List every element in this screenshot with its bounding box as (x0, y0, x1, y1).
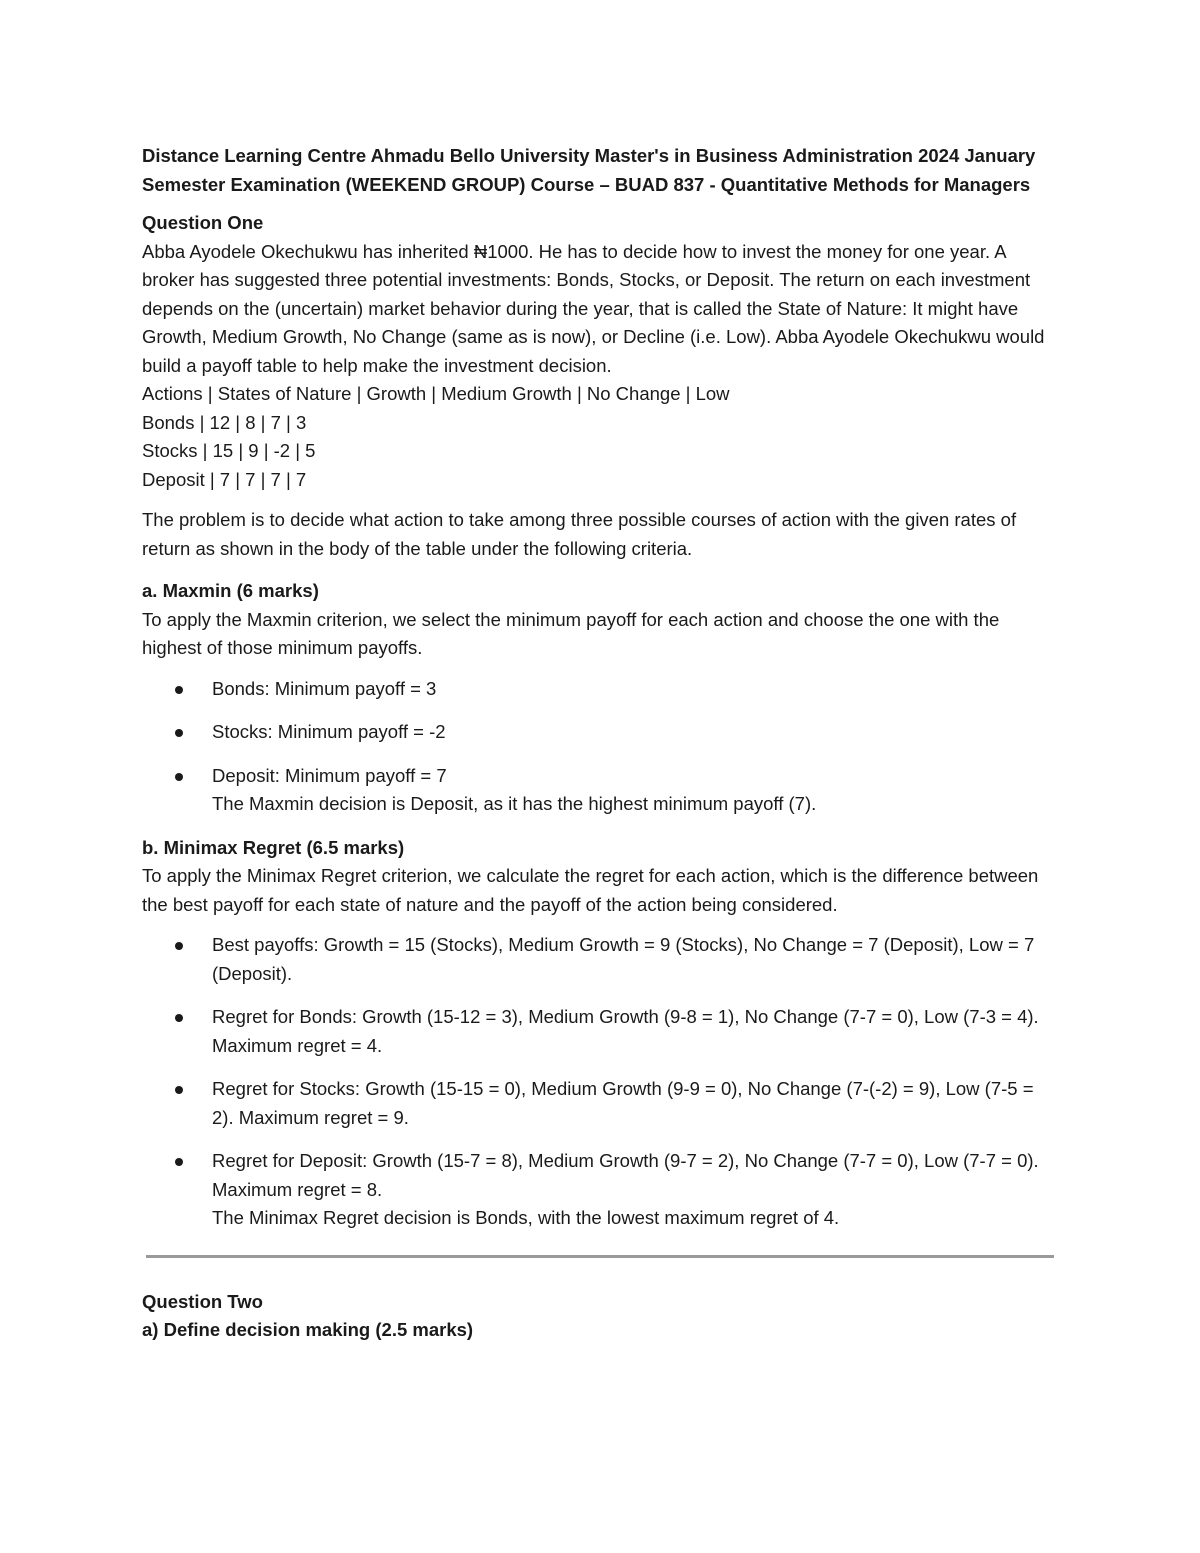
regret-stocks-bullet: Regret for Stocks: Growth (15-15 = 0), Medium Growth (9-9 = 0), No Change (7-(-2) = 9), Low (7-5 = 2). Maximum regret = 9. (212, 1078, 1034, 1128)
payoff-row-stocks: Stocks | 15 | 9 | -2 | 5 (142, 440, 316, 461)
problem-statement: The problem is to decide what action to take among three possible courses of action with the given rates of return as shown in the body of the table under the following criteria. (142, 509, 1017, 559)
list-item (142, 675, 1058, 704)
maxmin-conclusion: The Maxmin decision is Deposit, as it has the highest minimum payoff (7). (212, 793, 817, 814)
minimax-regret-list (142, 931, 1058, 1233)
bullet-icon (175, 1086, 183, 1094)
payoff-table-header: Actions | States of Nature | Growth | Medium Growth | No Change | Low (142, 383, 730, 404)
question-two-heading: Question Two (142, 1290, 263, 1312)
bullet-icon (175, 773, 183, 781)
maxmin-bullet-stocks: Stocks: Minimum payoff = -2 (212, 721, 446, 742)
maxmin-list (142, 675, 1058, 819)
regret-deposit-bullet: Regret for Deposit: Growth (15-7 = 8), Medium Growth (9-7 = 2), No Change (7-7 = 0), Low (7-7 = 0). Maximum regret = 8. (212, 1150, 1039, 1200)
maxmin-bullet-bonds: Bonds: Minimum payoff = 3 (212, 677, 437, 699)
maxmin-bullet-deposit: Deposit: Minimum payoff = 7 (212, 764, 447, 786)
document-page (142, 142, 1058, 1345)
list-item (142, 1075, 1058, 1132)
maxmin-heading: a. Maxmin (6 marks) (142, 580, 319, 601)
bullet-icon (175, 1014, 183, 1022)
bullet-icon (175, 729, 183, 737)
bullet-icon (175, 942, 183, 950)
payoff-row-deposit: Deposit | 7 | 7 | 7 | 7 (142, 468, 307, 490)
payoff-table (142, 380, 1058, 494)
best-payoffs-bullet: Best payoffs: Growth = 15 (Stocks), Medium Growth = 9 (Stocks), No Change = 7 (Deposit), Low = 7 (Deposit). (212, 934, 1035, 984)
list-item (142, 762, 1058, 819)
minimax-regret-heading: b. Minimax Regret (6.5 marks) (142, 836, 405, 858)
horizontal-divider (146, 1255, 1054, 1258)
list-item (142, 1147, 1058, 1233)
question-one-heading: Question One (142, 212, 264, 233)
list-item (142, 718, 1058, 747)
minimax-regret-conclusion: The Minimax Regret decision is Bonds, with the lowest maximum regret of 4. (212, 1207, 840, 1228)
document-title: Distance Learning Centre Ahmadu Bello University Master's in Business Administration 2024 January Semester Examination (WEEKEND GROUP) Course – BUAD 837 - Quantitative Methods for Managers (142, 145, 1036, 195)
list-item (142, 931, 1058, 988)
bullet-icon (175, 686, 183, 694)
bullet-icon (175, 1158, 183, 1166)
list-item (142, 1003, 1058, 1060)
question-one-intro: Abba Ayodele Okechukwu has inherited ₦1000. He has to decide how to invest the money for one year. A broker has suggested three potential investments: Bonds, Stocks, or Deposit. The return on each investment depends on the (uncertain) market behavior during the year, that is called the State of Nature: It might have Growth, Medium Growth, No Change (same as is now), or Decline (i.e. Low). Abba Ayodele Okechukwu would build a payoff table to help make the investment decision. (142, 240, 1045, 376)
question-two-part-a-heading: a) Define decision making (2.5 marks) (142, 1319, 474, 1340)
payoff-row-bonds: Bonds | 12 | 8 | 7 | 3 (142, 411, 307, 433)
minimax-regret-text: To apply the Minimax Regret criterion, we calculate the regret for each action, which is the difference between the best payoff for each state of nature and the payoff of the action being considered. (142, 865, 1039, 915)
regret-bonds-bullet: Regret for Bonds: Growth (15-12 = 3), Medium Growth (9-8 = 1), No Change (7-7 = 0), Low (7-3 = 4). Maximum regret = 4. (212, 1006, 1039, 1056)
maxmin-text: To apply the Maxmin criterion, we select the minimum payoff for each action and choose the one with the highest of those minimum payoffs. (142, 608, 1000, 658)
